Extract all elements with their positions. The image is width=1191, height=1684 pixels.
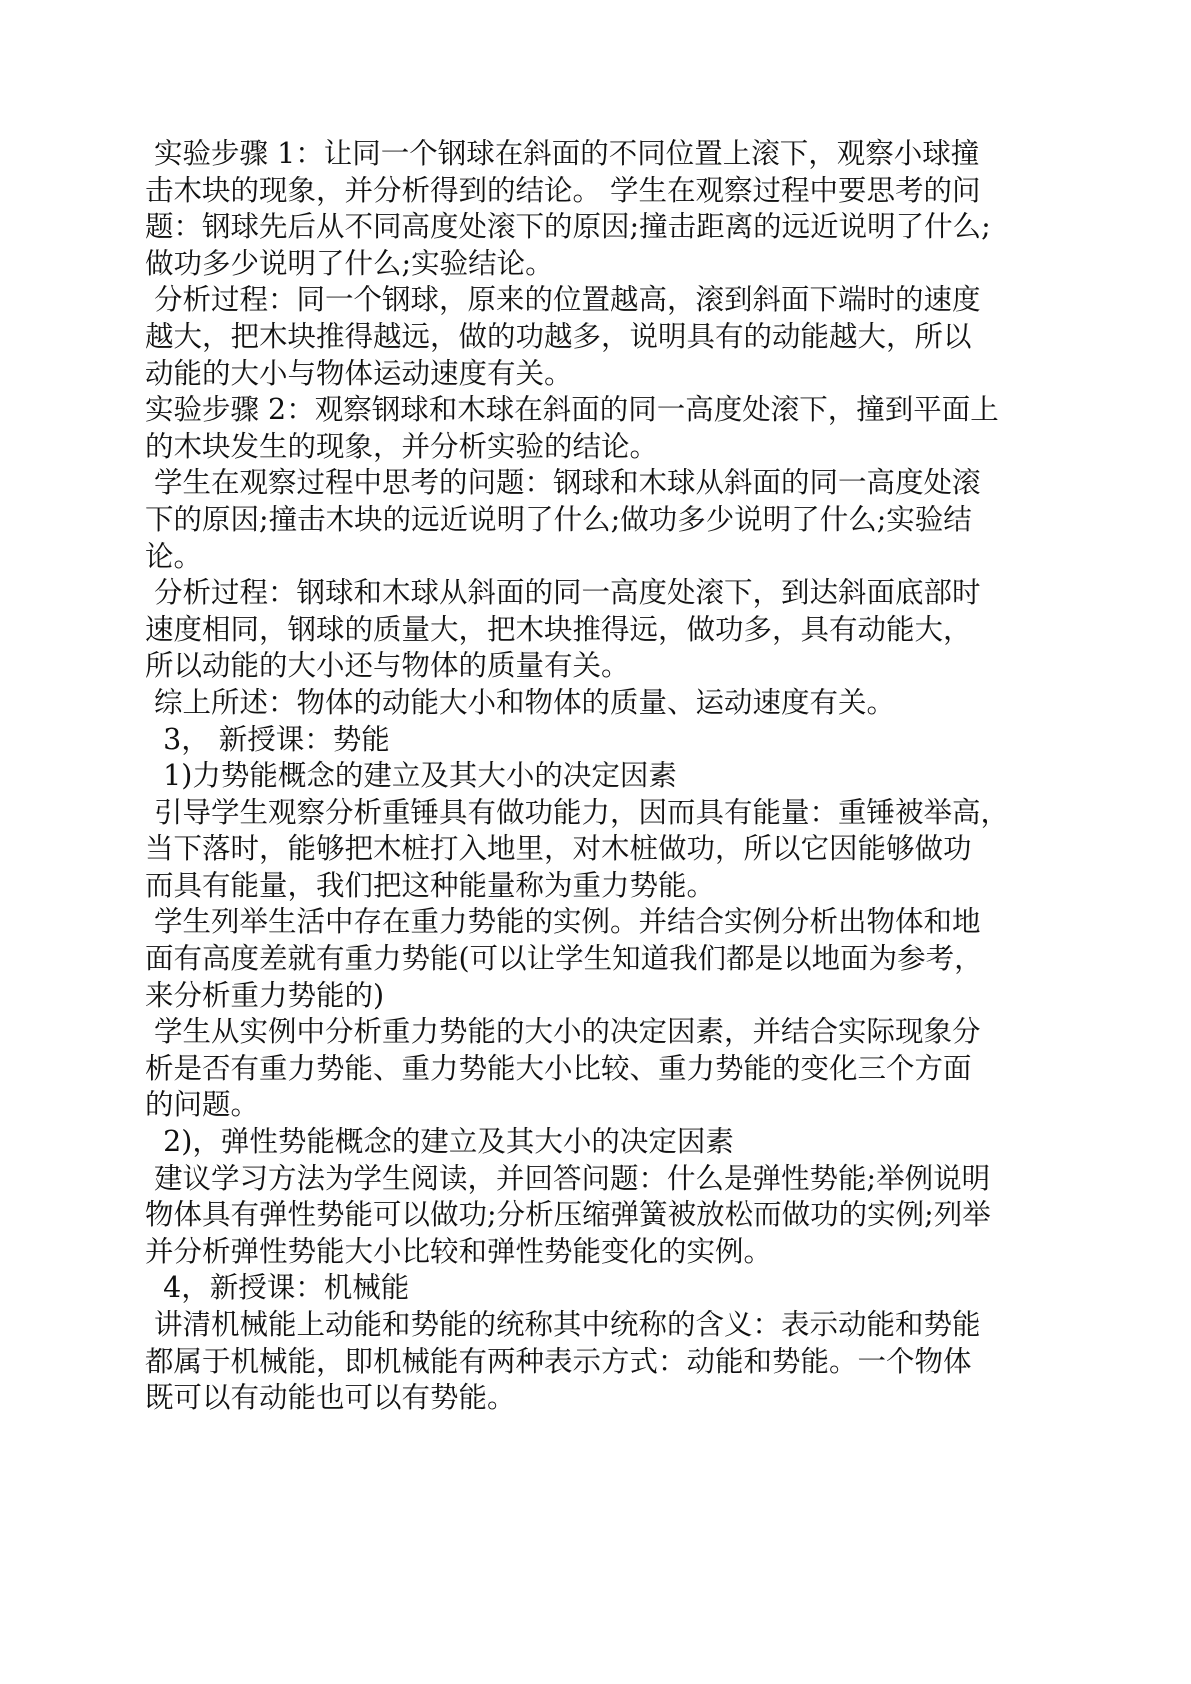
text-line: 建议学习方法为学生阅读，并回答问题：什么是弹性势能;举例说明 (145, 1161, 991, 1195)
text-line: 实验步骤 1：让同一个钢球在斜面的不同位置上滚下，观察小球撞 (145, 137, 980, 170)
section-heading: 4，新授课：机械能 (145, 1271, 410, 1305)
text-line: 而具有能量，我们把这种能量称为重力势能。 (145, 868, 716, 902)
text-line: 的木块发生的现象，并分析实验的结论。 (145, 429, 659, 463)
text-line: 综上所述：物体的动能大小和物体的质量、运动速度有关。 (145, 685, 896, 719)
text-line: 击木块的现象，并分析得到的结论。 学生在观察过程中要思考的问 (145, 173, 981, 207)
document-body-text (145, 136, 1075, 1417)
text-line: 学生从实例中分析重力势能的大小的决定因素，并结合实际现象分 (145, 1015, 981, 1049)
text-line: 析是否有重力势能、重力势能大小比较、重力势能的变化三个方面 (145, 1051, 972, 1085)
text-line: 题：钢球先后从不同高度处滚下的原因;撞击距离的远近说明了什么; (145, 210, 991, 244)
text-line: 物体具有弹性势能可以做功;分析压缩弹簧被放松而做功的实例;列举 (145, 1198, 991, 1232)
subsection-heading: 2)，弹性势能概念的建立及其大小的决定因素 (145, 1125, 734, 1159)
text-line: 并分析弹性势能大小比较和弹性势能变化的实例。 (145, 1234, 773, 1268)
text-line: 面有高度差就有重力势能(可以让学生知道我们都是以地面为参考， (145, 942, 983, 976)
text-line: 分析过程：同一个钢球，原来的位置越高，滚到斜面下端时的速度 (145, 283, 981, 317)
text-line: 论。 (145, 539, 203, 573)
text-line: 所以动能的大小还与物体的质量有关。 (145, 649, 630, 683)
text-line: 当下落时，能够把木桩打入地里，对木桩做功，所以它因能够做功 (145, 832, 972, 866)
text-line: 既可以有动能也可以有势能。 (145, 1381, 516, 1415)
text-line: 学生在观察过程中思考的问题：钢球和木球从斜面的同一高度处滚 (145, 466, 981, 500)
text-line: 做功多少说明了什么;实验结论。 (145, 246, 554, 280)
text-line: 来分析重力势能的) (145, 978, 385, 1012)
text-line: 引导学生观察分析重锤具有做功能力，因而具有能量：重锤被举高， (145, 795, 1010, 829)
section-heading: 3， 新授课：势能 (145, 722, 390, 756)
text-line: 分析过程：钢球和木球从斜面的同一高度处滚下，到达斜面底部时 (145, 576, 981, 610)
text-line: 讲清机械能上动能和势能的统称其中统称的含义：表示动能和势能 (145, 1308, 981, 1341)
text-line: 学生列举生活中存在重力势能的实例。并结合实例分析出物体和地 (145, 905, 981, 939)
text-line: 下的原因;撞击木块的远近说明了什么;做功多少说明了什么;实验结 (145, 502, 972, 536)
text-line: 速度相同，钢球的质量大，把木块推得远，做功多，具有动能大， (145, 612, 972, 646)
text-line: 越大，把木块推得越远，做的功越多，说明具有的动能越大，所以 (145, 319, 972, 353)
text-line: 的问题。 (145, 1088, 260, 1122)
text-line: 实验步骤 2：观察钢球和木球在斜面的同一高度处滚下，撞到平面上 (145, 393, 999, 427)
subsection-heading: 1)力势能概念的建立及其大小的决定因素 (145, 759, 677, 793)
text-line: 都属于机械能，即机械能有两种表示方式：动能和势能。一个物体 (145, 1344, 972, 1378)
text-line: 动能的大小与物体运动速度有关。 (145, 356, 573, 390)
